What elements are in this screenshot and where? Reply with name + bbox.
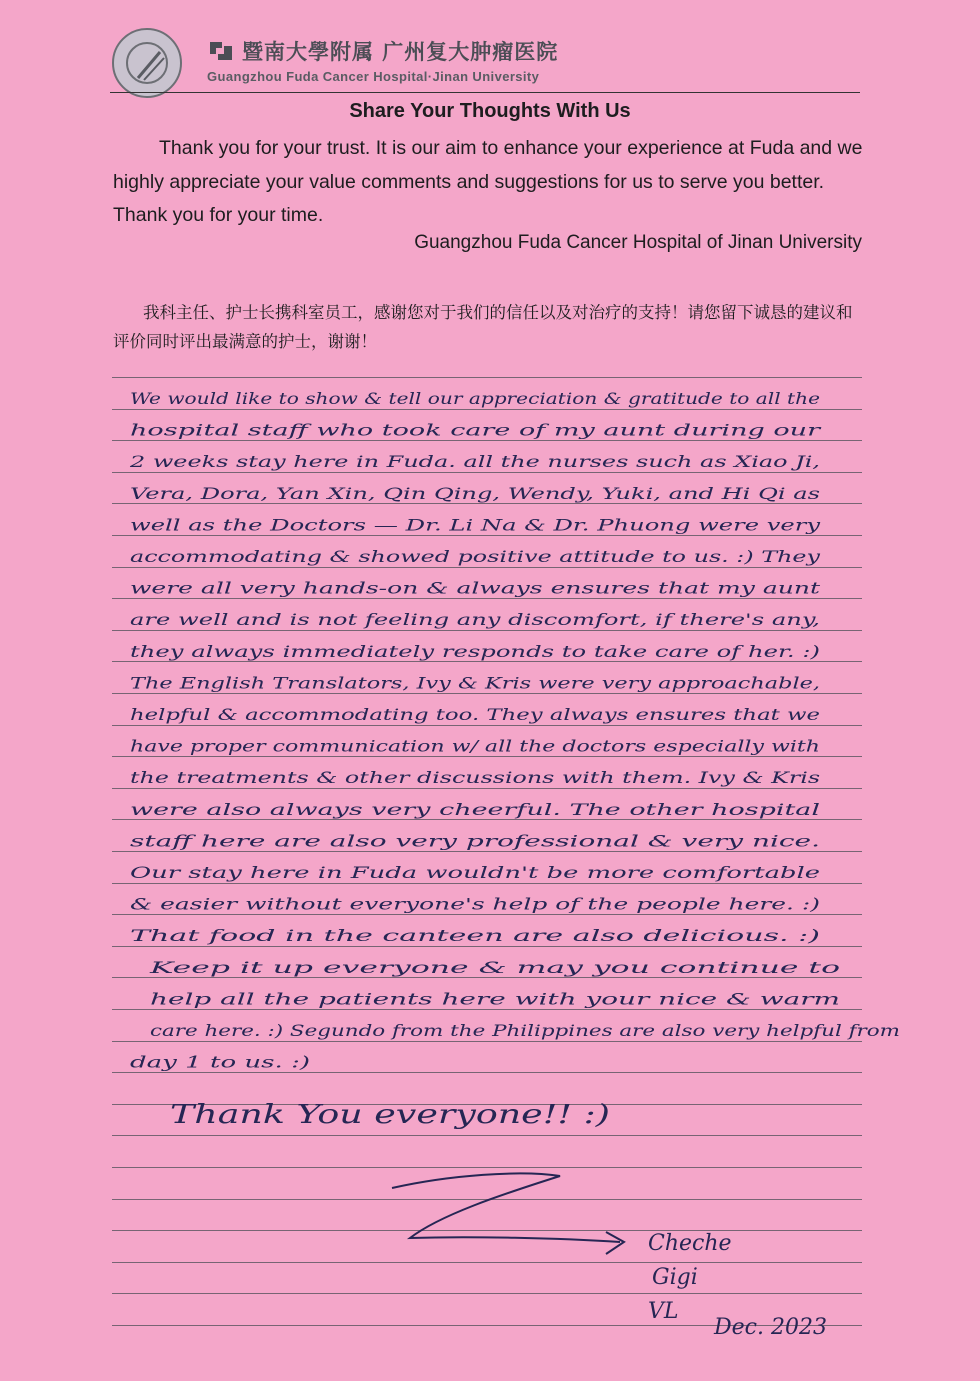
handwritten-line: help all the patients here with your nice & warm [150, 989, 840, 1009]
handwritten-line: Keep it up everyone & may you continue to [148, 957, 841, 977]
handwritten-line: were all very hands-on & always ensures that my aunt [130, 578, 821, 598]
handwritten-line: day 1 to us. :) [130, 1052, 310, 1072]
signature-date: Dec. 2023 [714, 1315, 827, 1340]
handwritten-line: helpful & accommodating too. They always ensures that we [130, 705, 820, 724]
handwritten-line: are well and is not feeling any discomfort, if there's any, [130, 610, 820, 630]
hospital-name-cn: 暨南大學附属 广州复大肿瘤医院 [242, 40, 559, 64]
handwritten-line: That food in the canteen are also delicious. :) [130, 926, 820, 946]
handwritten-line: Our stay here in Fuda wouldn't be more comfortable [130, 863, 820, 882]
handwritten-line: well as the Doctors — Dr. Li Na & Dr. Phuong were very [130, 515, 822, 535]
handwritten-line: Vera, Dora, Yan Xin, Qin Qing, Wendy, Yuki, and Hi Qi as [130, 483, 820, 503]
intro-paragraph-cn: 我科主任、护士长携科室员工，感谢您对于我们的信任以及对治疗的支持！请您留下诚恳的建议和评价同时评出最满意的护士，谢谢！ [113, 303, 853, 351]
intro-paragraph: Thank you for your trust. It is our aim to enhance your experience at Fuda and we highly appreciate your value comments and suggestions for us to serve you better. Thank you for your time. [113, 137, 863, 226]
handwritten-line: accommodating & showed positive attitude to us. :) They [130, 547, 822, 566]
signature-scribble [392, 1173, 620, 1242]
signature-name: Gigi [652, 1265, 698, 1290]
handwritten-line: staff here are also very professional & very nice. [130, 831, 820, 851]
signature-arrow [606, 1232, 624, 1254]
handwritten-line: 2 weeks stay here in Fuda. all the nurses such as Xiao Ji, [128, 452, 820, 472]
form-title: Share Your Thoughts With Us [349, 100, 631, 122]
hospital-name-en: Guangzhou Fuda Cancer Hospital·Jinan University [207, 69, 540, 84]
handwritten-line: The English Translators, Ivy & Kris were very approachable, [130, 673, 820, 693]
handwritten-line: the treatments & other discussions with them. Ivy & Kris [130, 768, 820, 788]
handwritten-line: We would like to show & tell our appreciation & gratitude to all the [130, 389, 820, 408]
handwritten-line: they always immediately responds to take care of her. :) [130, 641, 820, 661]
handwritten-line: Thank You everyone!! :) [170, 1100, 610, 1131]
handwritten-line: & easier without everyone's help of the people here. :) [130, 894, 820, 914]
handwritten-line: have proper communication w/ all the doctors especially with [130, 736, 820, 756]
signature-name: Cheche [648, 1231, 732, 1256]
signature-name: VL [648, 1299, 679, 1324]
handwritten-line: care here. :) Segundo from the Philippines are also very helpful from [150, 1021, 900, 1040]
handwritten-line: hospital staff who took care of my aunt during our [130, 420, 823, 440]
handwritten-line: were also always very cheerful. The other hospital [130, 799, 820, 819]
intro-signoff: Guangzhou Fuda Cancer Hospital of Jinan University [414, 232, 862, 253]
